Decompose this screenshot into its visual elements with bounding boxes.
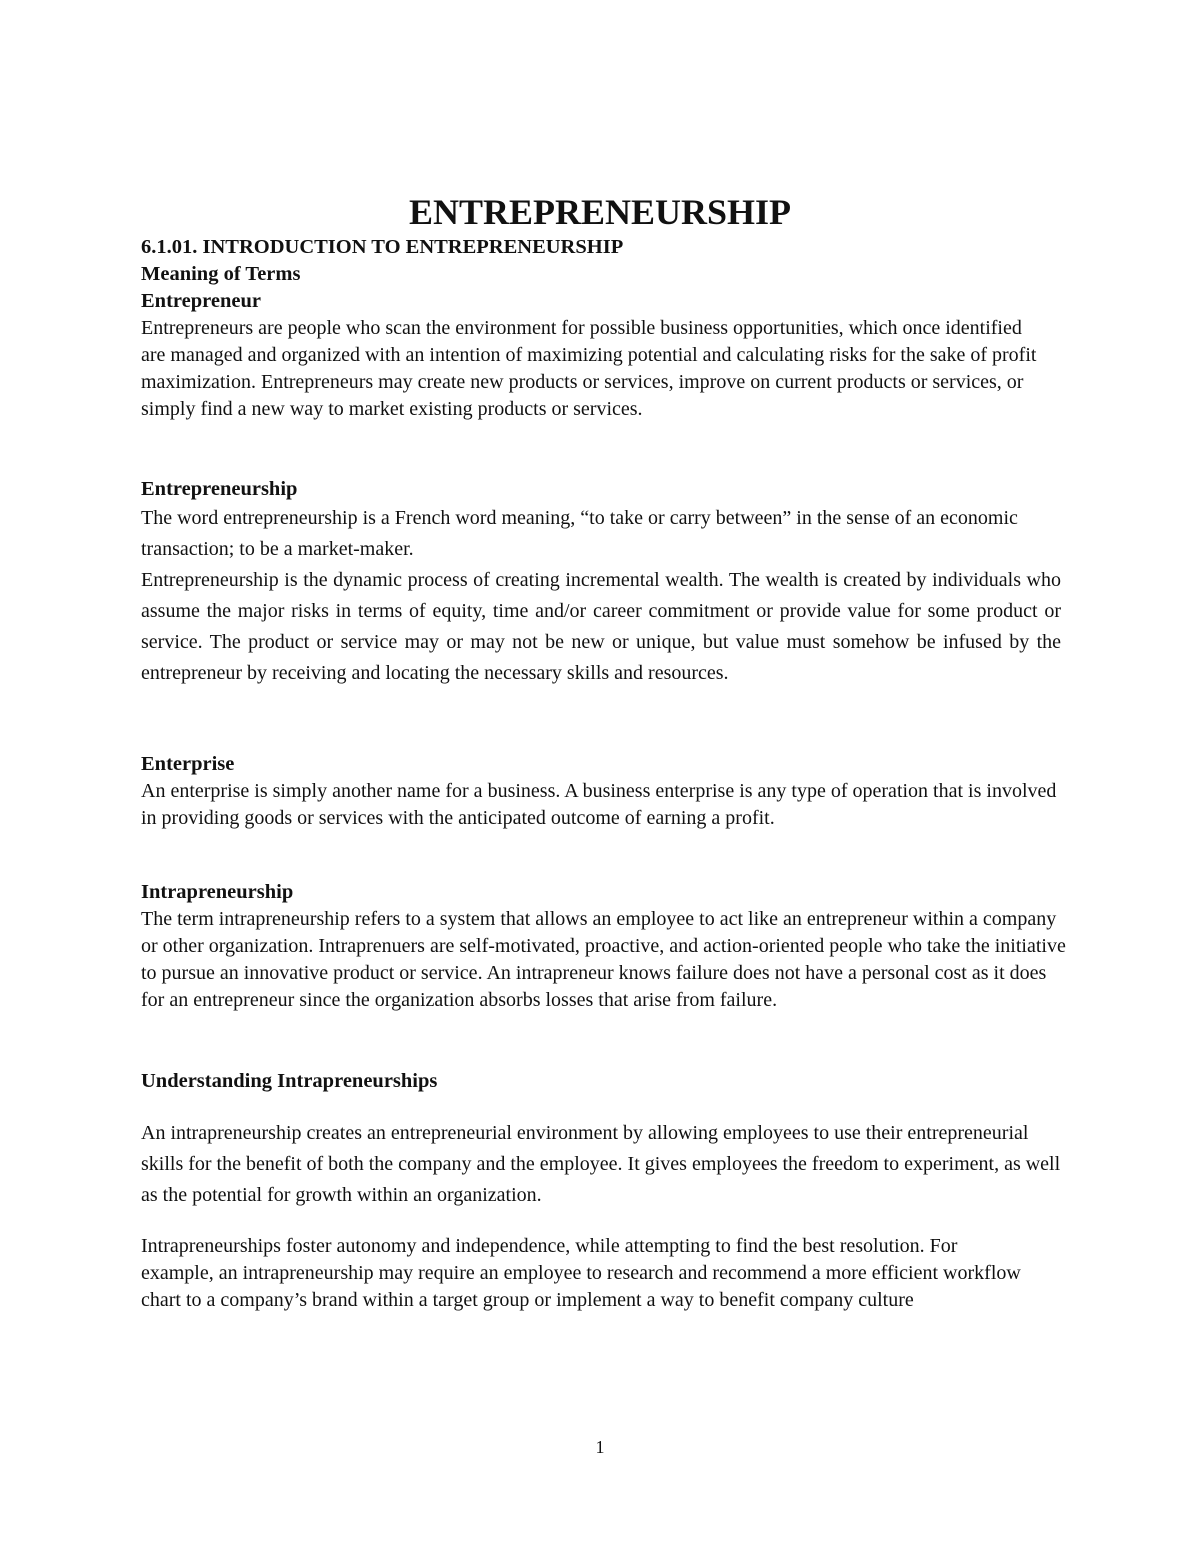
section-heading: 6.1.01. INTRODUCTION TO ENTREPRENEURSHIP bbox=[141, 236, 624, 258]
intrapreneurship-paragraph: The term intrapreneurship refers to a system that allows an employee to act like an entrepreneur within a company or other organization. Intraprenuers are self-motivated, proactive, and action-oriented people who take the initiative to pursue an innovative product or service. An intrapreneur knows failure does not have a personal cost as it does for an entrepreneur since the organization absorbs losses that arise from failure. bbox=[141, 908, 1066, 1011]
document-title: ENTREPRENEURSHIP bbox=[408, 192, 792, 232]
intro-section bbox=[141, 234, 1081, 423]
enterprise-section bbox=[141, 751, 1061, 832]
entrepreneur-paragraph: Entrepreneurs are people who scan the environment for possible business opportunities, which once identified are managed and organized with an intention of maximizing potential and calculating risks for the sake of profit maximization. Entrepreneurs may create new products or services, improve on current products or services, or simply find a new way to market existing products or services. bbox=[141, 317, 1037, 420]
understanding-paragraph-2: Intrapreneurships foster autonomy and independence, while attempting to find the best resolution. For example, an intrapreneurship may require an employee to research and recommend a more efficient workflow chart to a company’s brand within a target group or implement a way to benefit company culture bbox=[141, 1235, 1021, 1311]
intrapreneurship-section bbox=[141, 879, 1066, 1014]
understanding-paragraph-1: An intrapreneurship creates an entrepreneurial environment by allowing employees to use their entrepreneurial skills for the benefit of both the company and the employee. It gives employees the freedom to experiment, as well as the potential for growth within an organization. bbox=[141, 1122, 1061, 1206]
enterprise-paragraph: An enterprise is simply another name for a business. A business enterprise is any type of operation that is involved in providing goods or services with the anticipated outcome of earning a profit. bbox=[141, 780, 1057, 829]
entrepreneurship-section bbox=[141, 476, 1061, 689]
enterprise-heading: Enterprise bbox=[141, 753, 235, 775]
entrepreneurship-paragraph-1: The word entrepreneurship is a French word meaning, “to take or carry between” in the sense of an economic transaction; to be a market-maker. bbox=[141, 507, 1018, 560]
page-number: 1 bbox=[595, 1437, 605, 1457]
understanding-body-1-block bbox=[141, 1118, 1066, 1211]
meaning-of-terms-heading: Meaning of Terms bbox=[141, 263, 301, 285]
understanding-body-2-block bbox=[141, 1233, 1021, 1314]
entrepreneurship-heading: Entrepreneurship bbox=[141, 478, 298, 500]
understanding-section bbox=[141, 1068, 1066, 1095]
entrepreneur-heading: Entrepreneur bbox=[141, 290, 261, 312]
understanding-heading: Understanding Intrapreneurships bbox=[141, 1070, 438, 1092]
intrapreneurship-heading: Intrapreneurship bbox=[141, 881, 294, 903]
entrepreneurship-paragraph-2: Entrepreneurship is the dynamic process of creating incremental wealth. The wealth is created by individuals who assume the major risks in terms of equity, time and/or career commitment or provide value for some product or service. The product or service may or may not be new or unique, but value must somehow be infused by the entrepreneur by receiving and locating the necessary skills and resources. bbox=[141, 569, 1061, 684]
